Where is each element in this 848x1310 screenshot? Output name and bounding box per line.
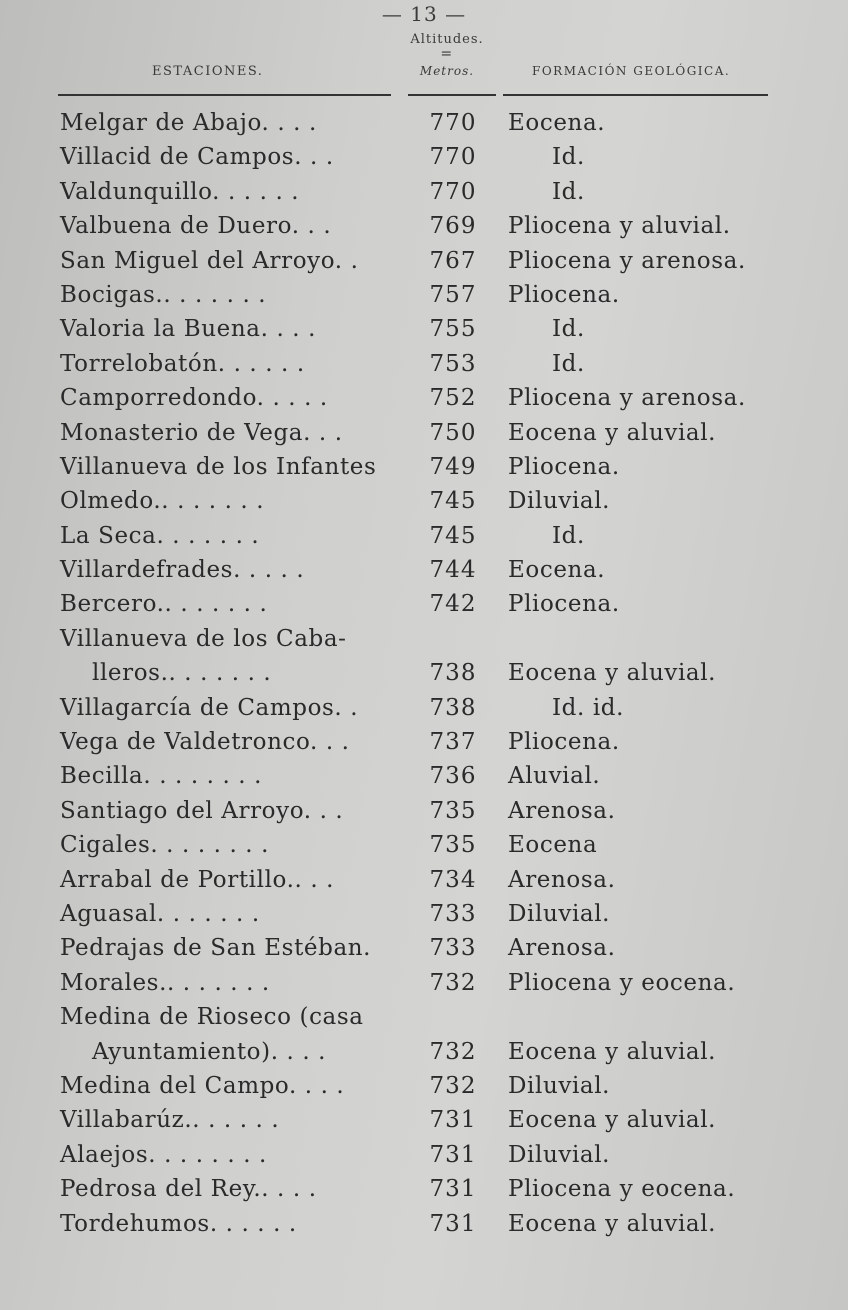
station-name: Valbuena de Duero. . .: [60, 213, 332, 240]
table-row: [0, 759, 848, 793]
table-row: [0, 278, 848, 312]
table-row: [0, 794, 848, 828]
station-name: Medina del Campo. . . .: [60, 1072, 345, 1099]
column-header-formation: FORMACIÓN GEOLÓGICA.: [532, 64, 731, 78]
table-row: [0, 450, 848, 484]
altitude-value: 735: [429, 797, 477, 824]
altitude-value: 731: [429, 1176, 477, 1203]
table-row: [0, 587, 848, 621]
table-row: [0, 106, 848, 140]
station-name: Bercero.. . . . . . .: [60, 591, 268, 618]
header-rule-altitudes: [408, 94, 496, 96]
station-name: Villacid de Campos. . .: [60, 144, 334, 171]
table-row: [0, 931, 848, 965]
station-name: Cigales. . . . . . . .: [60, 832, 270, 859]
station-name: Aguasal. . . . . . .: [60, 900, 260, 927]
table-row: [0, 244, 848, 278]
geological-formation: Arenosa.: [508, 797, 616, 824]
geological-formation: Eocena y aluvial.: [508, 1210, 717, 1237]
table-row: [0, 553, 848, 587]
station-name: Villabarúz.. . . . . .: [60, 1107, 280, 1134]
altitude-value: 736: [429, 763, 477, 790]
table-row: [0, 519, 848, 553]
table-row: [0, 863, 848, 897]
station-name: Tordehumos. . . . . .: [60, 1210, 297, 1237]
table-row: [0, 381, 848, 415]
geological-formation: Eocena y aluvial.: [508, 1107, 717, 1134]
station-name: Monasterio de Vega. . .: [60, 419, 343, 446]
table-row: [0, 1138, 848, 1172]
altitude-value: 733: [429, 935, 477, 962]
station-name: Pedrosa del Rey.. . . .: [60, 1176, 317, 1203]
geological-formation: Pliocena y eocena.: [508, 969, 736, 996]
station-name: lleros.. . . . . . .: [92, 660, 272, 687]
geological-formation: Diluvial.: [508, 1141, 611, 1168]
station-name: Becilla. . . . . . . .: [60, 763, 263, 790]
geological-formation: Diluvial.: [508, 900, 611, 927]
geological-formation: Arenosa.: [508, 866, 616, 893]
column-header-stations: ESTACIONES.: [152, 64, 264, 79]
table-row: [0, 622, 848, 656]
station-name: San Miguel del Arroyo. .: [60, 247, 359, 274]
table-row: [0, 1035, 848, 1069]
station-name: Villardefrades. . . . .: [60, 557, 305, 584]
station-name: Villagarcía de Campos. .: [60, 694, 359, 721]
table-row: [0, 484, 848, 518]
table-row: [0, 828, 848, 862]
geological-formation: Pliocena.: [508, 453, 620, 480]
station-name: Torrelobatón. . . . . .: [60, 350, 305, 377]
table-row: [0, 1172, 848, 1206]
geological-formation: Id.: [552, 522, 585, 549]
altitude-value: 769: [429, 213, 477, 240]
altitude-value: 752: [429, 385, 477, 412]
table-row: [0, 175, 848, 209]
column-header-metros: Metros.: [419, 64, 475, 78]
altitude-value: 767: [429, 247, 477, 274]
geological-formation: Pliocena.: [508, 281, 620, 308]
geological-formation: Id.: [552, 316, 585, 343]
column-header-equals: =: [440, 46, 454, 62]
station-name: Olmedo.. . . . . . .: [60, 488, 265, 515]
geological-formation: Pliocena y aluvial.: [508, 213, 731, 240]
table-row: [0, 1069, 848, 1103]
geological-formation: Eocena: [508, 832, 598, 859]
altitude-value: 770: [429, 110, 477, 136]
header-rule-stations: [58, 94, 391, 96]
altitude-value: 731: [429, 1210, 477, 1237]
station-name: Pedrajas de San Estéban.: [60, 935, 372, 962]
altitude-value: 770: [429, 178, 477, 205]
station-name: Vega de Valdetronco. . .: [60, 729, 350, 756]
header-rule-formation: [503, 94, 768, 96]
altitude-value: 731: [429, 1141, 477, 1168]
geological-formation: Id.: [552, 178, 585, 205]
station-name: Bocigas.. . . . . . .: [60, 281, 267, 308]
altitude-value: 733: [429, 900, 477, 927]
column-header-altitudes: Altitudes.: [410, 32, 484, 47]
altitude-value: 745: [429, 488, 477, 515]
station-name: Camporredondo. . . . .: [60, 385, 328, 412]
station-name: La Seca. . . . . . .: [60, 522, 260, 549]
station-name: Villanueva de los Caba-: [60, 625, 347, 652]
station-name: Alaejos. . . . . . . .: [60, 1141, 267, 1168]
geological-formation: Eocena.: [508, 557, 606, 584]
table-row: [0, 1207, 848, 1241]
geological-formation: Eocena y aluvial.: [508, 660, 717, 687]
geological-formation: Pliocena.: [508, 591, 620, 618]
stations-table: [0, 106, 848, 1241]
table-row: [0, 656, 848, 690]
altitude-value: 738: [429, 660, 477, 687]
geological-formation: Eocena y aluvial.: [508, 1038, 717, 1065]
station-name: Medina de Rioseco (casa: [60, 1004, 364, 1031]
table-row: [0, 312, 848, 346]
table-row: [0, 1103, 848, 1137]
geological-formation: Pliocena y eocena.: [508, 1176, 736, 1203]
altitude-value: 757: [429, 281, 477, 308]
altitude-value: 732: [429, 969, 477, 996]
geological-formation: Id. id.: [552, 694, 625, 721]
station-name: Santiago del Arroyo. . .: [60, 797, 344, 824]
geological-formation: Eocena y aluvial.: [508, 419, 717, 446]
geological-formation: Pliocena y arenosa.: [508, 385, 746, 412]
altitude-value: 735: [429, 832, 477, 859]
table-row: [0, 209, 848, 243]
table-row: [0, 1000, 848, 1034]
altitude-value: 744: [429, 557, 477, 584]
station-name: Valdunquillo. . . . . .: [60, 178, 300, 205]
altitude-value: 732: [429, 1038, 477, 1065]
station-name: Morales.. . . . . . .: [60, 969, 270, 996]
station-name: Villanueva de los Infantes: [60, 453, 377, 480]
table-row: [0, 140, 848, 174]
geological-formation: Id.: [552, 350, 585, 377]
table-row: [0, 347, 848, 381]
table-row: [0, 691, 848, 725]
altitude-value: 753: [429, 350, 477, 377]
geological-formation: Pliocena.: [508, 729, 620, 756]
geological-formation: Eocena.: [508, 110, 606, 136]
altitude-value: 755: [429, 316, 477, 343]
geological-formation: Aluvial.: [508, 763, 601, 790]
altitude-value: 770: [429, 144, 477, 171]
altitude-value: 734: [429, 866, 477, 893]
altitude-value: 737: [429, 729, 477, 756]
altitude-value: 732: [429, 1072, 477, 1099]
geological-formation: Pliocena y arenosa.: [508, 247, 746, 274]
station-name: Valoria la Buena. . . .: [60, 316, 316, 343]
altitude-value: 750: [429, 419, 477, 446]
geological-formation: Arenosa.: [508, 935, 616, 962]
geological-formation: Id.: [552, 144, 585, 171]
table-row: [0, 966, 848, 1000]
altitude-value: 742: [429, 591, 477, 618]
altitude-value: 749: [429, 453, 477, 480]
altitude-value: 745: [429, 522, 477, 549]
station-name: Arrabal de Portillo.. . .: [60, 866, 335, 893]
table-row: [0, 416, 848, 450]
geological-formation: Diluvial.: [508, 1072, 611, 1099]
altitude-value: 738: [429, 694, 477, 721]
station-name: Melgar de Abajo. . . .: [60, 110, 317, 136]
table-row: [0, 897, 848, 931]
geological-formation: Diluvial.: [508, 488, 611, 515]
page-number: — 13 —: [381, 2, 467, 26]
altitude-value: 731: [429, 1107, 477, 1134]
station-name: Ayuntamiento). . . .: [92, 1038, 327, 1065]
table-row: [0, 725, 848, 759]
